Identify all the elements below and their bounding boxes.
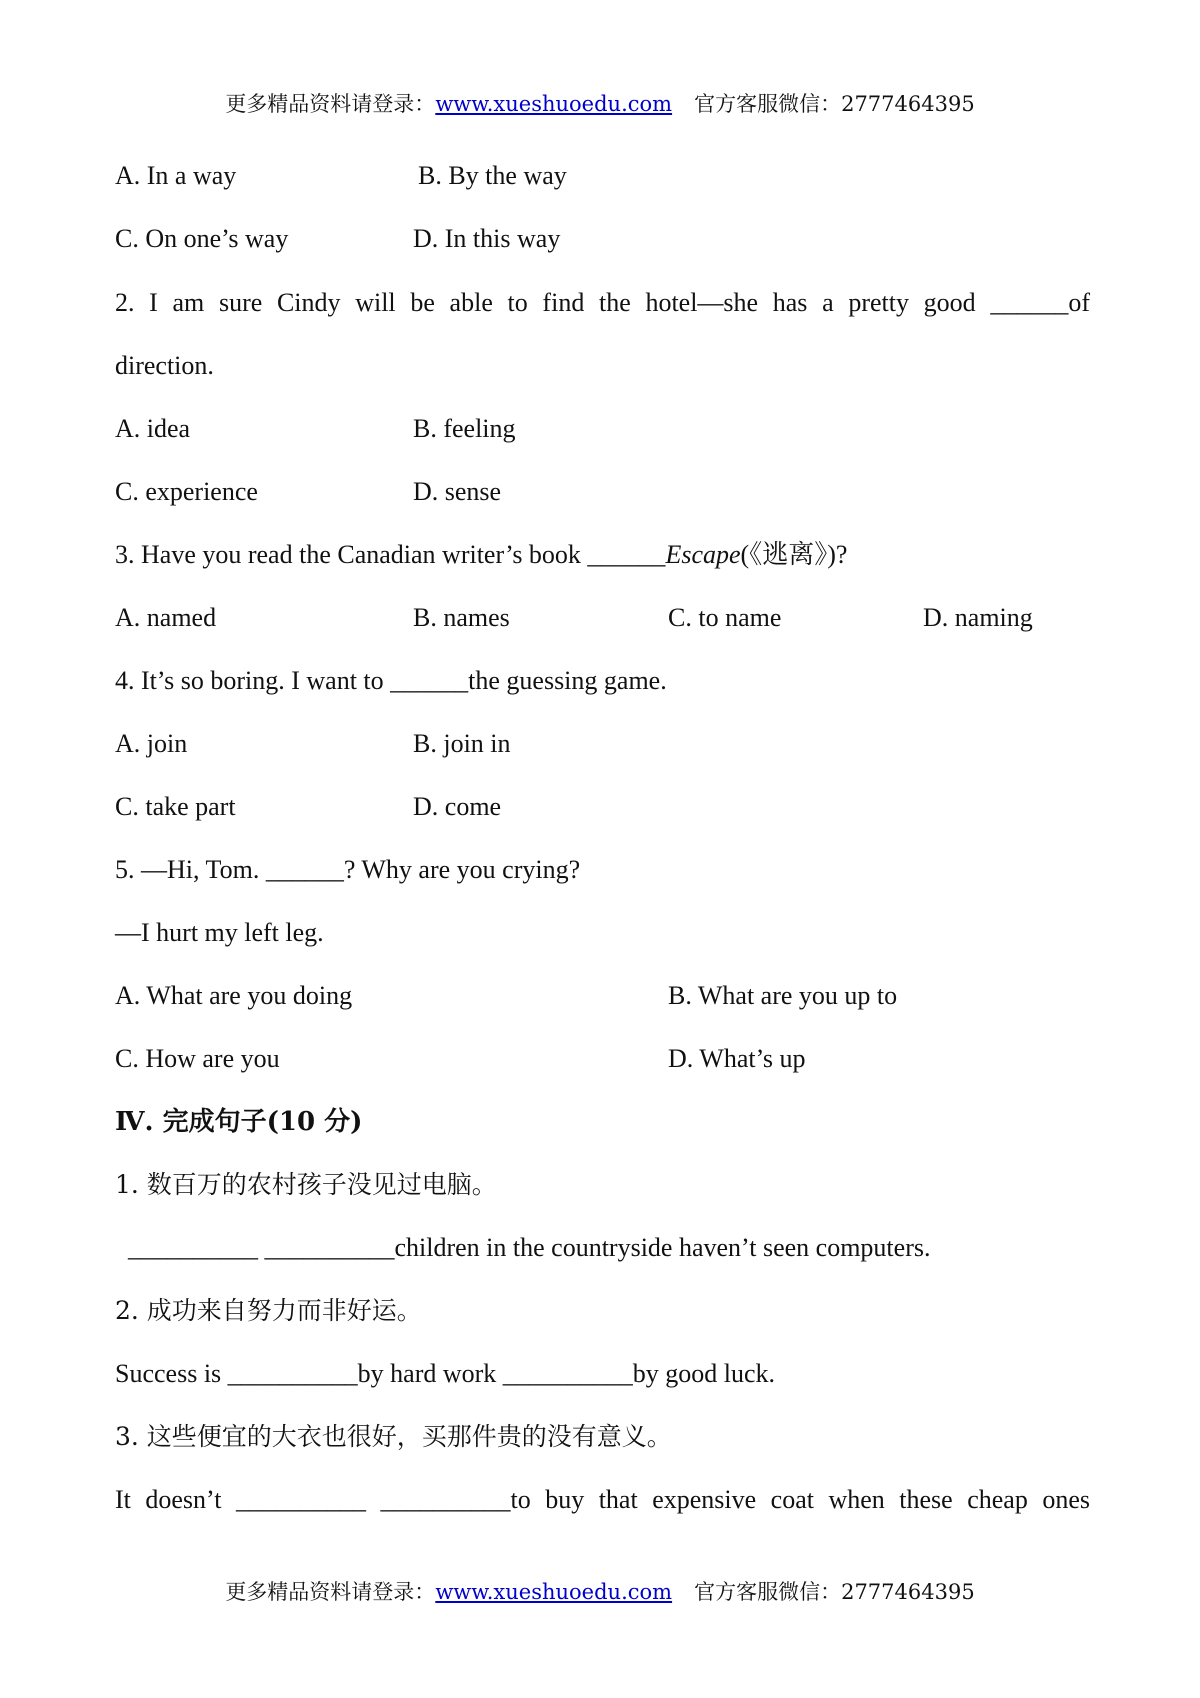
sentence-3-chinese: 3. 这些便宜的大衣也很好，买那件贵的没有意义。 xyxy=(115,1422,672,1451)
sentence-1-chinese: 1. 数百万的农村孩子没见过电脑。 xyxy=(115,1170,497,1199)
q5-option-d: D. What’s up xyxy=(668,1044,806,1073)
q1-option-a: A. In a way xyxy=(115,161,237,190)
page-header xyxy=(0,88,1200,118)
q2-stem-cont: direction. xyxy=(115,351,214,380)
q5-option-c: C. How are you xyxy=(115,1044,280,1073)
q3-option-a: A. named xyxy=(115,603,217,632)
q2-option-b: B. feeling xyxy=(413,414,516,443)
sentence-1-english: __________ __________children in the countryside haven’t seen computers. xyxy=(128,1233,931,1262)
q3-stem-pre: 3. Have you read the Canadian writer’s book ______ xyxy=(115,540,666,569)
q2-stem: 2. I am sure Cindy will be able to find the hotel—she has a pretty good ______of xyxy=(115,288,1090,317)
q3-stem-post: (《逃离》)? xyxy=(740,540,848,569)
sentence-2-english: Success is __________by hard work __________by good luck. xyxy=(115,1359,776,1388)
q4-option-d: D. come xyxy=(413,792,502,821)
q5-option-b: B. What are you up to xyxy=(668,981,898,1010)
q1-option-d: D. In this way xyxy=(413,224,561,253)
q2-option-a: A. idea xyxy=(115,414,191,443)
page-footer xyxy=(0,1576,1200,1606)
q5-option-a: A. What are you doing xyxy=(115,981,353,1010)
q3-option-d: D. naming xyxy=(923,603,1033,632)
q5-reply: —I hurt my left leg. xyxy=(115,918,324,947)
q3-option-b: B. names xyxy=(413,603,510,632)
q5-stem: 5. —Hi, Tom. ______? Why are you crying? xyxy=(115,855,581,884)
q2-option-d: D. sense xyxy=(413,477,502,506)
q1-option-c: C. On one’s way xyxy=(115,224,289,253)
q4-option-b: B. join in xyxy=(413,729,511,758)
q3-option-c: C. to name xyxy=(668,603,782,632)
header-prefix: 更多精品资料请登录： xyxy=(225,92,436,116)
section-title: Ⅳ. 完成句子(10 分) xyxy=(115,1107,363,1137)
sentence-3-english: It doesn’t __________ __________to buy that expensive coat when these cheap ones xyxy=(115,1485,1090,1514)
q4-stem: 4. It’s so boring. I want to ______the guessing game. xyxy=(115,666,667,695)
q1-option-b: B. By the way xyxy=(418,161,567,190)
footer-link[interactable]: www.xueshuoedu.com xyxy=(435,1580,673,1604)
q4-option-a: A. join xyxy=(115,729,188,758)
footer-wechat: 官方客服微信：2777464395 xyxy=(694,1580,975,1604)
sentence-2-chinese: 2. 成功来自努力而非好运。 xyxy=(115,1296,422,1325)
q3-stem-italic: Escape xyxy=(665,540,741,569)
header-wechat: 官方客服微信：2777464395 xyxy=(694,92,975,116)
footer-prefix: 更多精品资料请登录： xyxy=(225,1580,436,1604)
q4-option-c: C. take part xyxy=(115,792,236,821)
q2-option-c: C. experience xyxy=(115,477,258,506)
header-link[interactable]: www.xueshuoedu.com xyxy=(435,92,673,116)
q3-stem xyxy=(115,540,847,570)
